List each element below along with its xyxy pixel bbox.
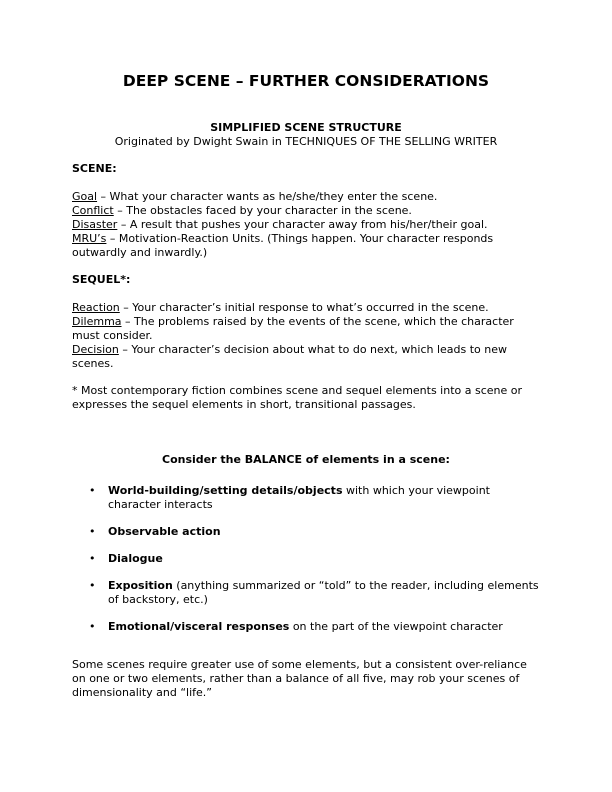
definition-decision: – Your character’s decision about what to do next, which leads to new scenes. [72, 343, 508, 370]
scene-label: SCENE: [72, 162, 117, 175]
page-title: DEEP SCENE – FURTHER CONSIDERATIONS [122, 72, 490, 90]
element-detail: on the part of the viewpoint character [289, 620, 503, 633]
term-goal: Goal [72, 190, 98, 203]
definition-conflict: – The obstacles faced by your character in the scene. [113, 204, 412, 217]
term-disaster: Disaster [72, 218, 118, 231]
balance-heading: Consider the BALANCE of elements in a scene: [162, 453, 450, 466]
term-reaction: Reaction [72, 301, 120, 314]
sequel-label: SEQUEL*: [72, 273, 131, 286]
scene-item-mrus [72, 232, 540, 260]
scene-item-conflict [72, 204, 540, 218]
sequel-item-reaction [72, 301, 540, 315]
scene-item-goal [72, 190, 540, 204]
definition-mrus: – Motivation-Reaction Units. (Things happen. Your character responds outwardly and inwardly.) [72, 232, 494, 259]
list-item [72, 620, 540, 634]
term-mrus: MRU’s [72, 232, 107, 245]
element-name: Dialogue [108, 552, 163, 565]
definition-reaction: – Your character’s initial response to what’s occurred in the scene. [119, 301, 489, 314]
element-name: Exposition [108, 579, 173, 592]
list-item [72, 484, 540, 512]
sequel-item-dilemma [72, 315, 540, 343]
bullet-icon: • [89, 484, 96, 497]
document-page [72, 72, 540, 700]
term-dilemma: Dilemma [72, 315, 122, 328]
element-name: Observable action [108, 525, 221, 538]
balance-list [72, 484, 540, 634]
sequel-footnote: * Most contemporary fiction combines scene and sequel elements into a scene or expresses the sequel elements in short, transitional passages. [72, 384, 523, 411]
bullet-icon: • [89, 525, 96, 538]
definition-disaster: – A result that pushes your character away from his/her/their goal. [117, 218, 488, 231]
element-detail: (anything summarized or “told” to the reader, including elements of backstory, etc.) [108, 579, 539, 606]
definition-dilemma: – The problems raised by the events of the scene, which the character must consider. [72, 315, 514, 342]
element-detail: with which your viewpoint character interacts [108, 484, 490, 511]
bullet-icon: • [89, 552, 96, 565]
bullet-icon: • [89, 620, 96, 633]
structure-heading: SIMPLIFIED SCENE STRUCTURE [210, 121, 402, 134]
term-decision: Decision [72, 343, 119, 356]
scene-item-disaster [72, 218, 540, 232]
sequel-item-decision [72, 343, 540, 371]
list-item [72, 579, 540, 607]
closing-paragraph: Some scenes require greater use of some elements, but a consistent over-reliance on one or two elements, rather than a balance of all five, may rob your scenes of dimensionality and “life.” [72, 658, 527, 699]
list-item [72, 525, 540, 539]
definition-goal: – What your character wants as he/she/they enter the scene. [97, 190, 438, 203]
list-item [72, 552, 540, 566]
scene-definitions [72, 190, 540, 260]
element-name: World-building/setting details/objects [108, 484, 343, 497]
bullet-icon: • [89, 579, 96, 592]
element-name: Emotional/visceral responses [108, 620, 290, 633]
term-conflict: Conflict [72, 204, 114, 217]
sequel-definitions [72, 301, 540, 371]
structure-origin: Originated by Dwight Swain in TECHNIQUES OF THE SELLING WRITER [114, 135, 498, 148]
